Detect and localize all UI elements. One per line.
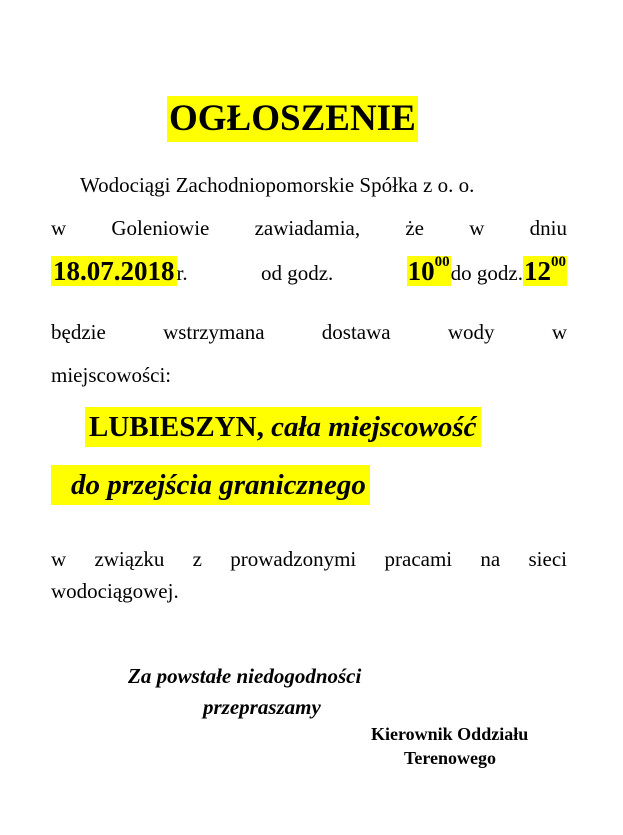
- notice-line-2: [51, 214, 567, 242]
- apology-line-1: Za powstałe niedogodności: [128, 664, 362, 688]
- word: będzie: [51, 320, 106, 344]
- word: sieci: [528, 547, 567, 571]
- announcement-title: OGŁOSZENIE: [167, 96, 418, 142]
- word: zawiadamia,: [254, 216, 361, 240]
- place-scope: cała miejscowość: [271, 411, 477, 443]
- word: w: [51, 547, 67, 571]
- start-hour: 10: [407, 256, 435, 286]
- apology-line-2: przepraszamy: [203, 695, 321, 719]
- word: że: [405, 216, 424, 240]
- date-suffix: r.: [176, 261, 188, 285]
- to-label: do godz.: [450, 261, 523, 285]
- word: z: [192, 547, 202, 571]
- word: dniu: [529, 216, 567, 240]
- date-group: [51, 256, 188, 287]
- from-label: od godz.: [260, 261, 334, 285]
- word: wstrzymana: [163, 320, 265, 344]
- from-group: [407, 256, 567, 287]
- locality-label: miejscowości:: [51, 363, 172, 387]
- word: w: [551, 320, 567, 344]
- company-line: Wodociągi Zachodniopomorskie Spółka z o. o.: [80, 173, 475, 197]
- end-minutes: 00: [551, 254, 566, 270]
- place-limit: do przejścia granicznego: [51, 465, 370, 505]
- word: w: [51, 216, 67, 240]
- word: wody: [447, 320, 495, 344]
- notice-line-7: wodociągowej.: [51, 579, 179, 603]
- start-time: [407, 256, 451, 286]
- word: prowadzonymi: [230, 547, 357, 571]
- word: pracami: [384, 547, 453, 571]
- start-minutes: 00: [434, 254, 450, 270]
- word: dostawa: [321, 320, 391, 344]
- outage-date: 18.07.2018: [53, 256, 175, 286]
- signature-title: Kierownik Oddziału: [371, 724, 529, 744]
- word: związku: [94, 547, 165, 571]
- signature-department: Terenowego: [404, 748, 496, 768]
- notice-line-4: [51, 318, 567, 346]
- place-name: LUBIESZYN,: [89, 411, 264, 443]
- affected-place: [85, 407, 481, 447]
- word: w: [469, 216, 485, 240]
- word: Goleniowie: [111, 216, 210, 240]
- date-time-line: [51, 256, 567, 287]
- end-hour: 12: [524, 256, 551, 286]
- word: na: [480, 547, 501, 571]
- end-time: [523, 256, 567, 286]
- notice-line-6: [51, 545, 567, 573]
